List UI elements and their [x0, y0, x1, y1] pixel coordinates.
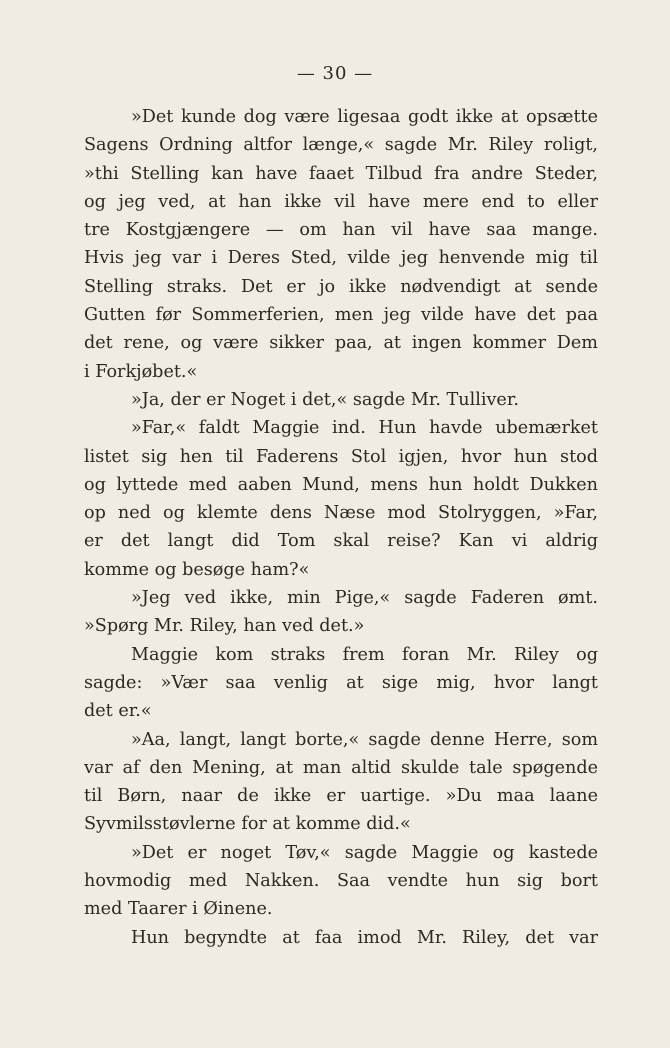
text-line: og lyttede med aaben Mund, mens hun holdt Dukken: [84, 474, 598, 495]
text-line: er det langt did Tom skal reise? Kan vi aldrig: [84, 531, 598, 552]
text-line: »Jeg ved ikke, min Pige,« sagde Faderen ømt.: [131, 588, 598, 609]
text-line: sagde: »Vær saa venlig at sige mig, hvor langt: [84, 672, 598, 693]
text-line: Syvmilsstøvlerne for at komme did.«: [84, 814, 411, 835]
text-line: »Spørg Mr. Riley, han ved det.»: [84, 616, 365, 637]
text-line: »Aa, langt, langt borte,« sagde denne Herre, som: [131, 729, 598, 750]
text-line: op ned og klemte dens Næse mod Stolryggen, »Far,: [84, 503, 598, 524]
text-line: Stelling straks. Det er jo ikke nødvendigt at sende: [84, 276, 598, 297]
text-line: Gutten før Sommerferien, men jeg vilde have det paa: [84, 305, 598, 326]
text-line: det rene, og være sikker paa, at ingen kommer Dem: [84, 333, 598, 354]
text-line: »Far,« faldt Maggie ind. Hun havde ubemærket: [131, 418, 598, 439]
text-line: »Det er noget Tøv,« sagde Maggie og kastede: [131, 842, 598, 863]
text-line: det er.«: [84, 701, 152, 722]
text-line: og jeg ved, at han ikke vil have mere end to eller: [84, 191, 598, 212]
text-line: »thi Stelling kan have faaet Tilbud fra andre Steder,: [84, 163, 598, 184]
text-line: tre Kostgjængere — om han vil have saa mange.: [84, 220, 598, 241]
text-line: Hun begyndte at faa imod Mr. Riley, det var: [131, 927, 598, 948]
text-line: i Forkjøbet.«: [84, 361, 198, 382]
text-line: med Taarer i Øinene.: [84, 899, 273, 920]
text-line: »Ja, der er Noget i det,« sagde Mr. Tulliver.: [131, 389, 519, 410]
text-line: var af den Mening, at man altid skulde tale spøgende: [84, 757, 598, 778]
text-line: hovmodig med Nakken. Saa vendte hun sig bort: [84, 871, 598, 892]
text-line: komme og besøge ham?«: [84, 559, 310, 580]
text-line: Sagens Ordning altfor længe,« sagde Mr. Riley roligt,: [84, 135, 598, 156]
text-line: til Børn, naar de ikke er uartige. »Du maa laane: [84, 786, 598, 807]
body-text: [84, 103, 598, 952]
text-line: listet sig hen til Faderens Stol igjen, hvor hun stod: [84, 446, 598, 467]
text-line: Hvis jeg var i Deres Sted, vilde jeg henvende mig til: [84, 248, 598, 269]
text-line: »Det kunde dog være ligesaa godt ikke at opsætte: [131, 107, 598, 127]
page-number: — 30 —: [296, 63, 374, 84]
text-line: Maggie kom straks frem foran Mr. Riley og: [131, 644, 598, 665]
